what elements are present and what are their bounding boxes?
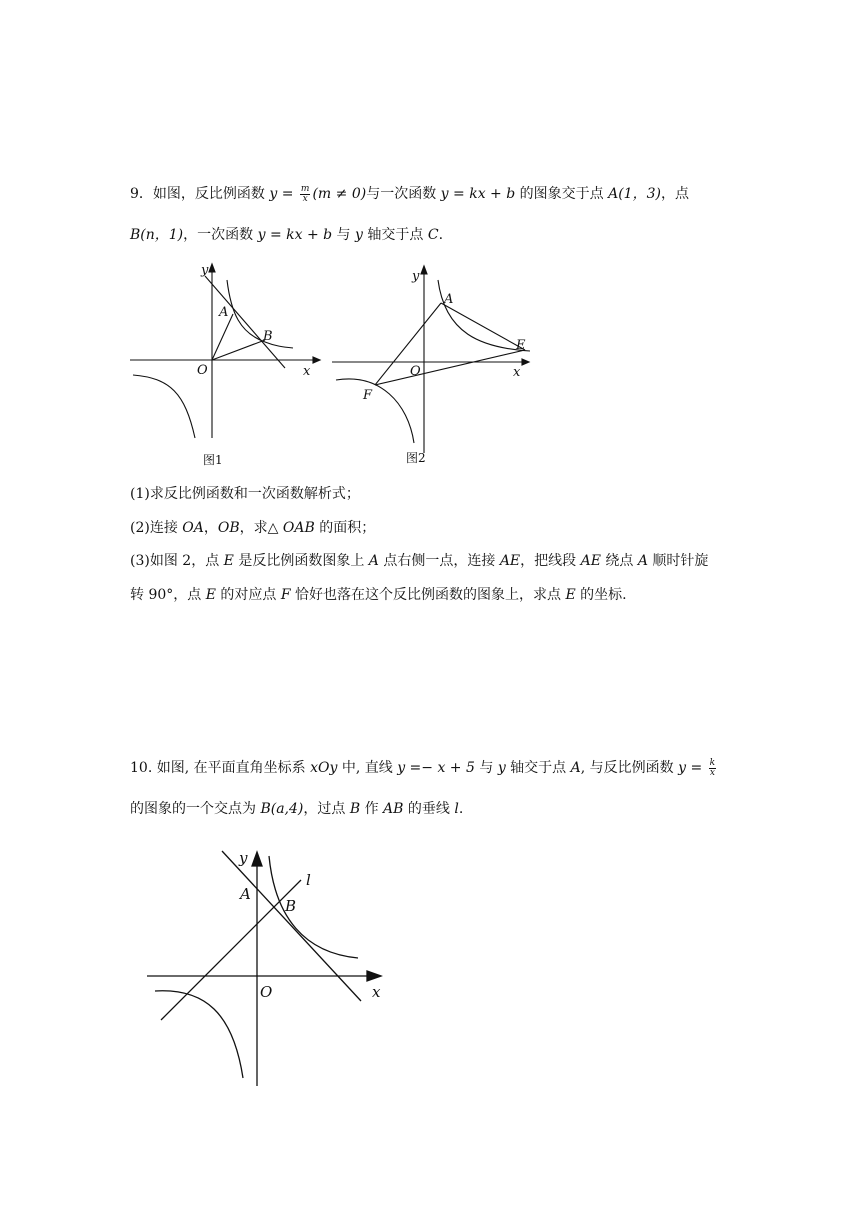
y-axis-arrow bbox=[252, 852, 262, 866]
label-x: x bbox=[303, 364, 311, 379]
figure-2 bbox=[330, 258, 540, 468]
problem9-line2: B(n，1)，一次函数 y = kx + b 与 y 轴交于点 C. bbox=[130, 227, 444, 243]
problem-number: 9． bbox=[130, 186, 153, 202]
y-axis-arrow bbox=[209, 264, 215, 272]
caption-fig1: 图1 bbox=[203, 453, 223, 467]
x-axis-arrow bbox=[367, 971, 381, 981]
figure-problem10 bbox=[145, 848, 395, 1093]
segment-AF bbox=[375, 303, 441, 385]
hyperbola-branch-2 bbox=[133, 375, 195, 438]
label-x: x bbox=[372, 983, 381, 1001]
hyperbola-branch-2 bbox=[336, 379, 414, 443]
x-axis-arrow bbox=[313, 357, 320, 363]
question-9-3-line2: 转 90°，点 E 的对应点 F 恰好也落在这个反比例函数的图象上，求点 E 的坐标. bbox=[130, 587, 627, 603]
label-l: l bbox=[306, 871, 311, 889]
problem9-line1: 9．如图，反比例函数 y = $\frac{m}{x}$ (m ≠ 0)与一次函数 y = kx + b 的图象交于点 A(1，3)，点 bbox=[130, 183, 689, 204]
label-E: E bbox=[516, 338, 526, 353]
label-y: y bbox=[412, 269, 420, 284]
label-B: B bbox=[285, 897, 297, 915]
label-O: O bbox=[260, 983, 273, 1001]
label-O: O bbox=[197, 363, 208, 378]
segment-AE bbox=[441, 303, 525, 350]
question-9-1: (1)求反比例函数和一次函数解析式； bbox=[130, 486, 360, 502]
line-y-neg-x-plus-5 bbox=[222, 851, 361, 1001]
question-9-2: (2)连接 OA，OB，求△ OAB 的面积； bbox=[130, 520, 376, 536]
hyperbola-branch-1 bbox=[227, 280, 293, 348]
label-O: O bbox=[410, 364, 421, 379]
fraction-m-over-x: $\frac{m}{x}$ bbox=[300, 183, 310, 204]
label-A: A bbox=[240, 885, 251, 903]
caption-fig2: 图2 bbox=[406, 451, 426, 465]
question-9-3-line1: (3)如图 2，点 E 是反比例函数图象上 A 点右侧一点，连接 AE，把线段 AE 绕点 A 顺时针旋 bbox=[130, 553, 709, 569]
label-B: B bbox=[263, 329, 273, 344]
problem10-line1: 10. 如图, 在平面直角坐标系 xOy 中, 直线 y =− x + 5 与 y 轴交于点 A, 与反比例函数 y = $\frac{k}{x}$ bbox=[130, 757, 716, 778]
figure-1 bbox=[125, 258, 325, 468]
label-y: y bbox=[239, 849, 248, 867]
segment-FE bbox=[375, 350, 525, 385]
line-y-kx-b bbox=[205, 276, 285, 368]
label-y: y bbox=[201, 263, 209, 278]
x-axis-arrow bbox=[522, 359, 529, 365]
label-A: A bbox=[444, 292, 454, 307]
label-F: F bbox=[363, 388, 373, 403]
label-x: x bbox=[513, 365, 521, 380]
hyperbola-branch-1 bbox=[269, 856, 358, 958]
label-A: A bbox=[219, 305, 229, 320]
hyperbola-branch-2 bbox=[155, 991, 243, 1078]
y-axis-arrow bbox=[421, 266, 427, 274]
fraction-k-over-x: $\frac{k}{x}$ bbox=[709, 757, 716, 778]
problem10-line2: 的图象的一个交点为 B(a,4)，过点 B 作 AB 的垂线 l. bbox=[130, 801, 464, 817]
problem-number: 10. bbox=[130, 760, 157, 776]
